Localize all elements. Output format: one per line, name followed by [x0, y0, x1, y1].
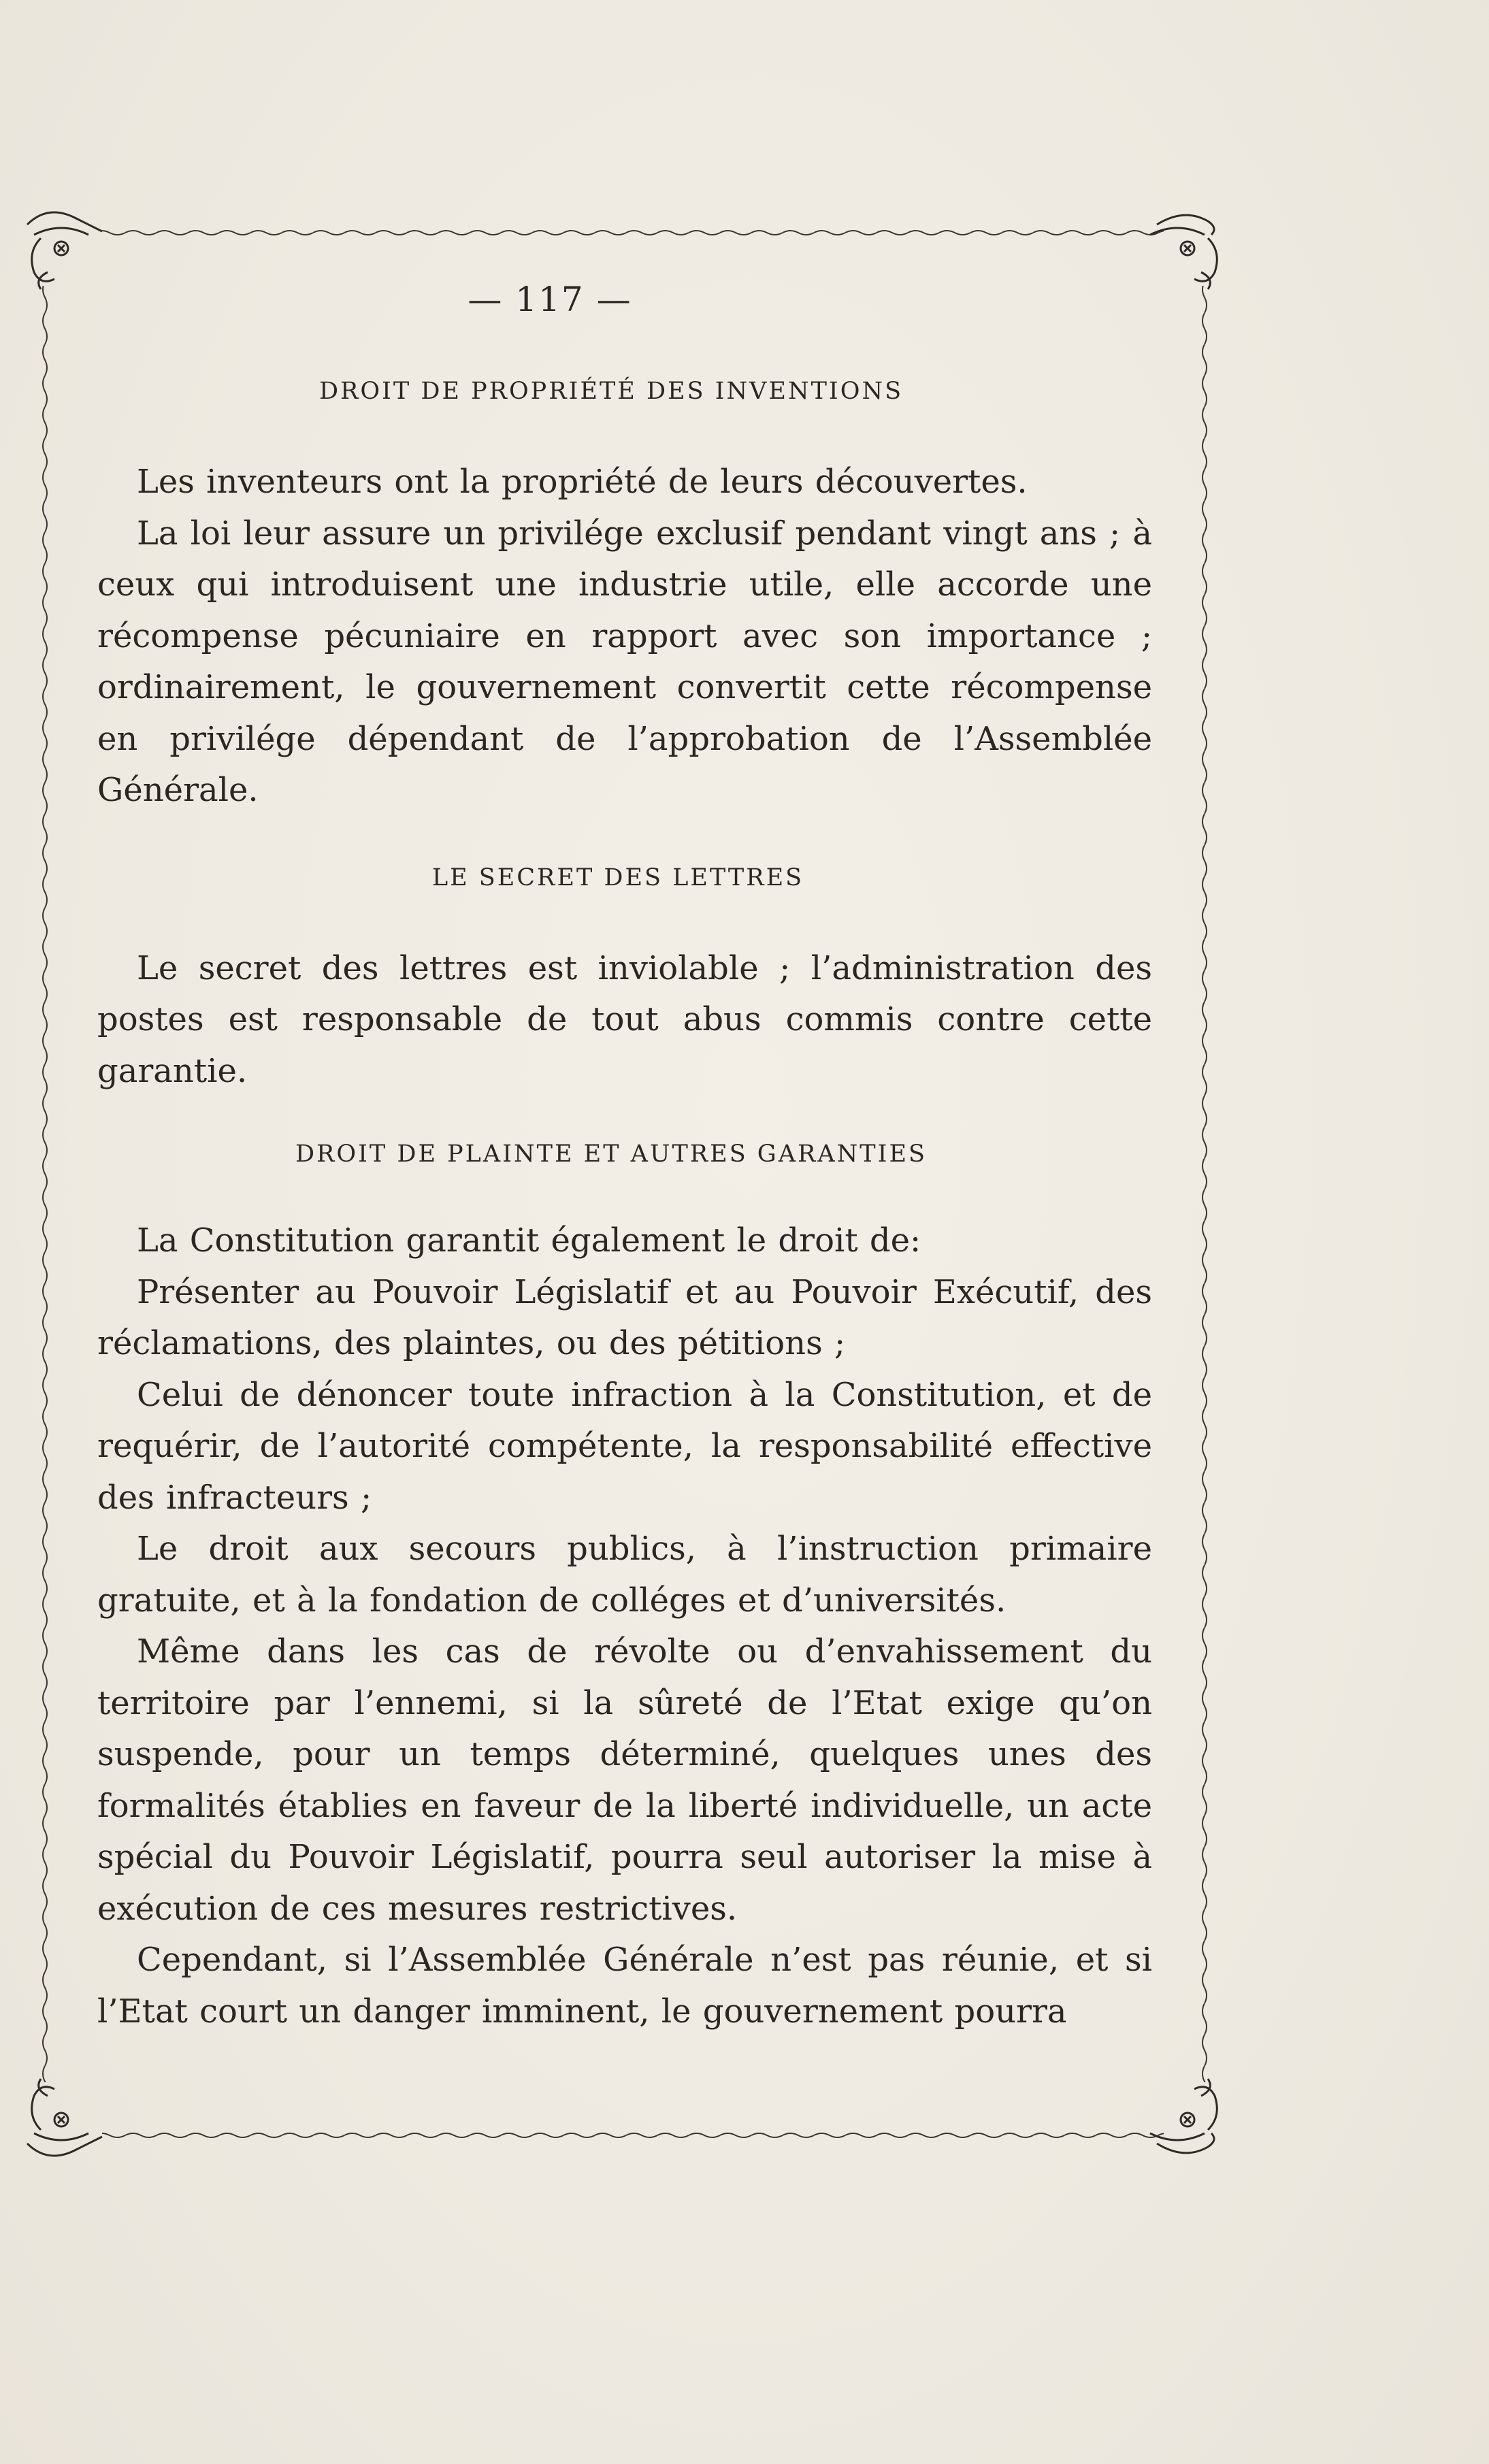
- border-bottom: [102, 2130, 1164, 2138]
- paragraph: Présenter au Pouvoir Législatif et au Pouvoir Exécutif, des réclamations, des plaintes, ou des pétitions ;: [97, 1272, 1152, 1362]
- border-left: [39, 286, 48, 2082]
- paragraph: Cependant, si l’Assemblée Générale n’est pas réunie, et si l’Etat court un danger imminent, le gouvernement pourra: [97, 1941, 1152, 2031]
- paragraph: Même dans les cas de révolte ou d’envahissement du territoire par l’ennemi, si la sûreté de l’Etat exige qu’on suspende, pour un temps déterminé, quelques unes des formalités établies en faveur de la liberté individuelle, un acte spécial du Pouvoir Législatif, pourra seul autoriser la mise à exécution de ces mesures restrictives.: [97, 1632, 1152, 1928]
- border-top: [102, 230, 1164, 238]
- section-heading: DROIT DE PROPRIÉTÉ DES INVENTIONS: [318, 378, 904, 405]
- section-inventions: [97, 378, 1152, 817]
- section-heading: LE SECRET DES LETTRES: [431, 864, 804, 891]
- paragraph: La loi leur assure un privilége exclusif pendant vingt ans ; à ceux qui introduisent une industrie utile, elle accorde une récompense pécuniaire en rapport avec son importance ; ordinairement, le gouvernement convertit cette récompense en privilége dépendant de l’approbation de l’Assemblée Générale.: [97, 514, 1152, 809]
- paragraph: Les inventeurs ont la propriété de leurs découvertes.: [137, 463, 1028, 501]
- paragraph: Le secret des lettres est inviolable ; l’administration des postes est responsable de tout abus commis contre cette garantie.: [97, 949, 1152, 1090]
- paragraph: Le droit aux secours publics, à l’instruction primaire gratuite, et à la fondation de colléges et d’universités.: [97, 1530, 1152, 1620]
- page-content: [97, 269, 1152, 2037]
- corner-ornament-bottom-left: [27, 2079, 102, 2156]
- section-droit-plainte: [97, 1140, 1152, 2037]
- corner-ornament-top-right: [1150, 215, 1217, 289]
- page-number: — 117 —: [468, 280, 632, 319]
- border-right: [1202, 286, 1210, 2082]
- section-heading: DROIT DE PLAINTE ET AUTRES GARANTIES: [295, 1140, 927, 1168]
- section-secret-lettres: [97, 864, 1152, 1098]
- corner-ornament-bottom-right: [1150, 2079, 1217, 2153]
- paragraph: La Constitution garantit également le droit de:: [137, 1221, 921, 1260]
- paragraph: Celui de dénoncer toute infraction à la Constitution, et de requérir, de l’autorité compétente, la responsabilité effective des infracteurs ;: [97, 1375, 1152, 1517]
